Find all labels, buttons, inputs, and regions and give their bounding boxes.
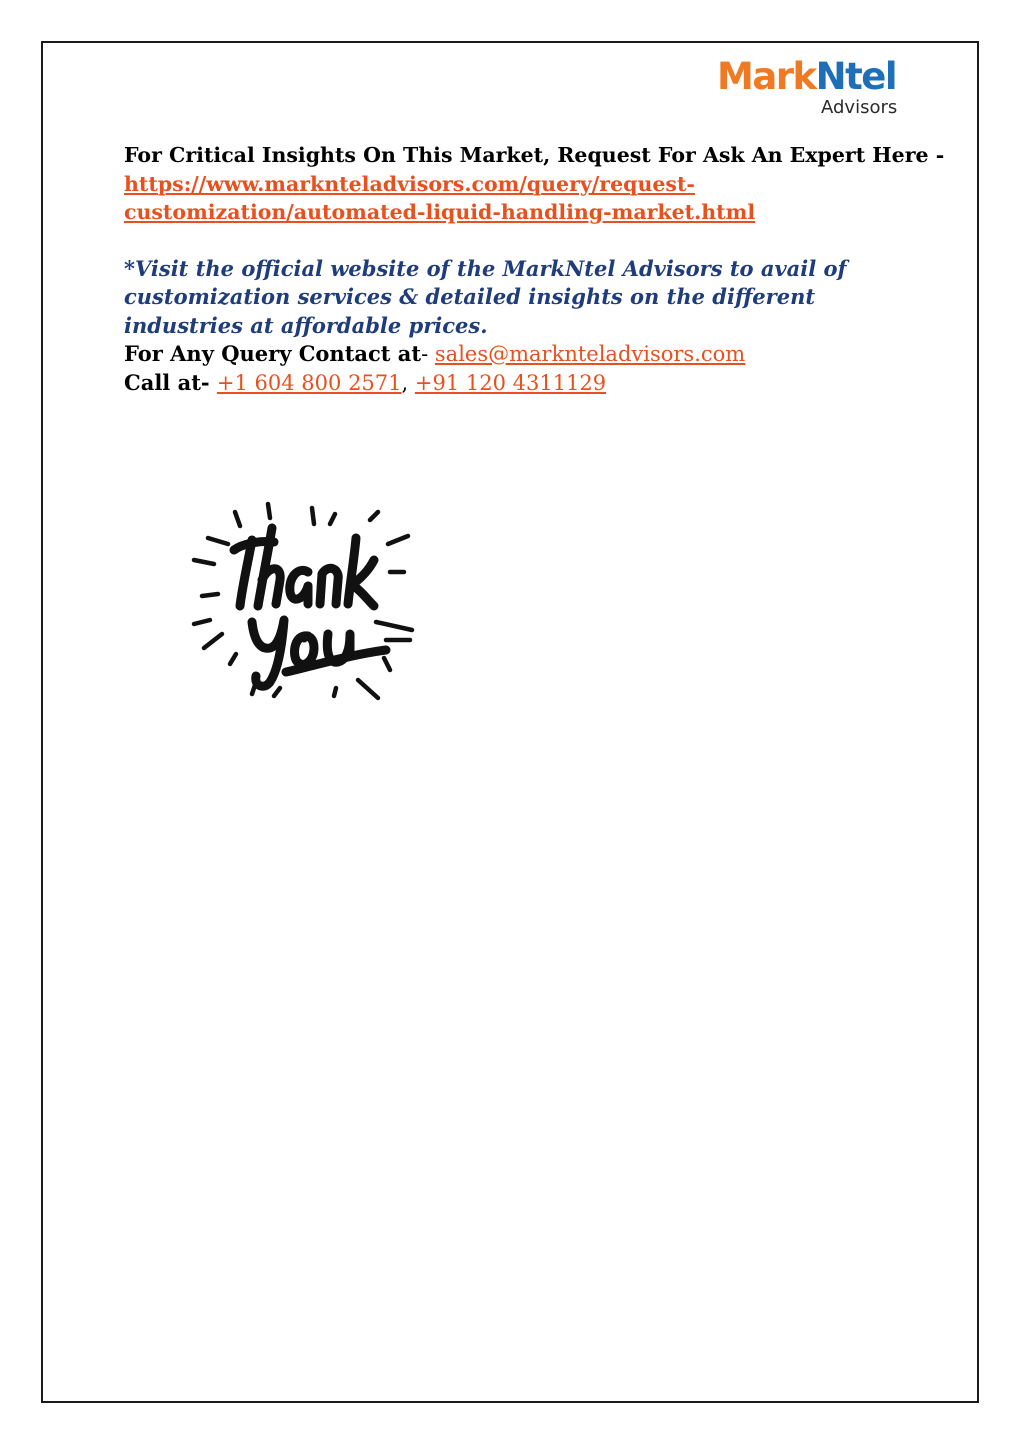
- thank-you-lettering-icon: [190, 500, 420, 705]
- query-contact-line: [124, 340, 924, 369]
- document-content: [124, 141, 945, 397]
- insights-heading: For Critical Insights On This Market, Request For Ask An Expert Here -: [124, 143, 945, 167]
- logo-brand-mark: Mark: [717, 55, 816, 98]
- request-link-line-2[interactable]: customization/automated-liquid-handling-market.html: [124, 200, 756, 224]
- visit-website-note: *Visit the official website of the MarkNtel Advisors to avail of customization services & detailed insights on the different industries at affordable prices.: [124, 255, 847, 338]
- request-customization-link[interactable]: [124, 170, 924, 227]
- logo-brand-ntel: Ntel: [815, 55, 897, 98]
- phone-separator: ,: [401, 370, 415, 395]
- logo-brand: [717, 57, 896, 97]
- phone-link-us[interactable]: +1 604 800 2571: [216, 370, 402, 395]
- request-link-line-1[interactable]: https://www.marknteladvisors.com/query/request-: [124, 171, 695, 196]
- spacer: [124, 227, 924, 255]
- call-line: [124, 369, 924, 398]
- query-contact-label: For Any Query Contact at: [124, 341, 422, 366]
- phone-link-india[interactable]: +91 120 4311129: [414, 370, 607, 395]
- logo-tagline: Advisors: [821, 97, 898, 118]
- sales-email-link[interactable]: sales@marknteladvisors.com: [434, 342, 746, 366]
- thank-you-graphic: [190, 500, 420, 705]
- query-contact-dash: -: [421, 342, 435, 366]
- call-label: Call at-: [124, 369, 217, 395]
- markntel-logo: [717, 57, 907, 121]
